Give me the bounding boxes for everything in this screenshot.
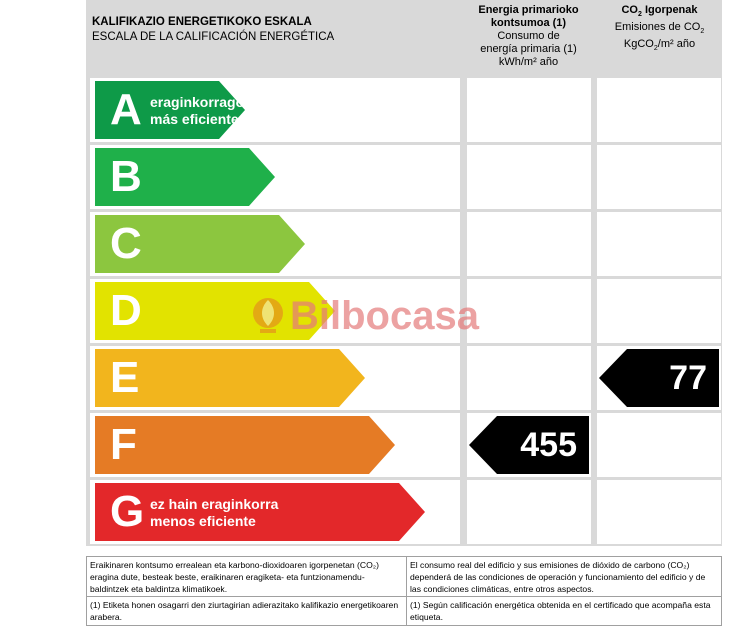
co2-header-line1: $CO_2$ Igorpenak [621, 4, 698, 19]
energy-cell-b [467, 145, 591, 209]
energy-cell-e [467, 346, 591, 410]
energy-header-line3: Consumo de [497, 30, 560, 42]
energy-cell-g [467, 480, 591, 544]
co2-cell-f [597, 413, 721, 477]
co2-cell-d [597, 279, 721, 343]
scale-subtitle: ESCALA DE LA CALIFICACIÓN ENERGÉTICA [92, 31, 335, 43]
energy-cell-c [467, 212, 591, 276]
grade-letter-g: G [110, 487, 145, 536]
grade-letter-c: C [110, 219, 142, 268]
co2-rating-value: 77 [669, 359, 707, 397]
grade-letter-f: F [110, 420, 137, 469]
co2-header-line3: KgCO$_2$/m² año [623, 38, 696, 53]
grade-description-a: eraginkorragoa más eficiente [150, 94, 252, 127]
energy-cell-d [467, 279, 591, 343]
co2-cell-c [597, 212, 721, 276]
energy-header-line1: Energia primarioko [478, 4, 579, 16]
grade-arrow-f [95, 416, 395, 474]
energy-column-header [465, 4, 592, 69]
watermark-text: Bilbocasa [290, 294, 479, 338]
co2-cell-b [597, 145, 721, 209]
co2-cell-a [597, 78, 721, 142]
grade-letter-b: B [110, 152, 142, 201]
scale-title: KALIFIKAZIO ENERGETIKOKO ESKALA [92, 16, 312, 28]
co2-cell-g [597, 480, 721, 544]
grade-letter-a: A [110, 85, 142, 134]
footer-footnote-basque: (1) Etiketa honen osagarri den ziurtagirian adierazitako kalifikazio energetikoaren arabera. [90, 600, 399, 622]
co2-header-line2: Emisiones de $CO_2$ [614, 21, 705, 36]
grade-letter-d: D [110, 286, 142, 335]
grade-letter-e: E [110, 353, 140, 402]
energy-header-line2: kontsumoa (1) [490, 17, 567, 29]
grade-description-g: ez hain eraginkorra menos eficiente [150, 496, 279, 529]
energy-cell-a [467, 78, 591, 142]
energy-header-line4: energía primaria (1) [480, 43, 577, 55]
footer-footnote-spanish: (1) Según calificación energética obtenida en el certificado que acompaña esta etiqueta. [410, 600, 711, 622]
energy-rating-value: 455 [520, 426, 577, 464]
footer-note-basque: Eraikinaren kontsumo errealean eta karbono-dioxidoaren igorpenetan (CO₂) eragina dute, besteak beste, eraikinaren eragiketa- eta funtzionamendu-baldintzek eta baldintza klimatikoek. [90, 560, 380, 594]
energy-header-line5: kWh/m² año [498, 56, 559, 68]
watermark-logo-icon [250, 296, 286, 336]
footer-note-spanish: El consumo real del edificio y sus emisiones de dióxido de carbono (CO₂) dependerá de las condiciones de operación y funcionamiento del edificio y de las condiciones climáticas, entre otros aspectos. [410, 560, 706, 594]
co2-column-header [596, 4, 723, 56]
